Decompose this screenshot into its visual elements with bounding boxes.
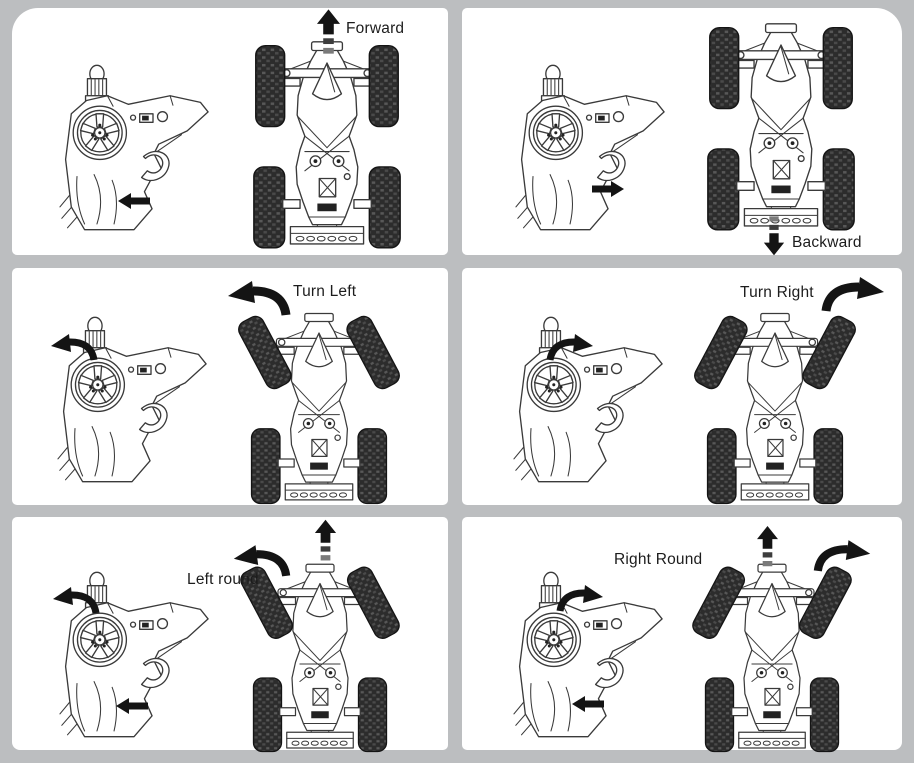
- direction-label: Forward: [346, 20, 405, 37]
- forward-arrow-icon: [756, 526, 779, 568]
- panel-forward: [12, 8, 448, 255]
- forward-arrow-icon: [314, 519, 337, 563]
- turn-left-curve-arrow-icon: [226, 280, 288, 316]
- steer-wheel-left-arrow-icon: [52, 587, 98, 615]
- steer-wheel-left-arrow-icon: [50, 334, 96, 362]
- car-top-view-illustration: [250, 557, 390, 750]
- front-right-wheel: [369, 46, 398, 127]
- panel-turn-right: [462, 268, 902, 505]
- panel-left-round: [12, 517, 448, 750]
- turn-right-curve-arrow-icon: [824, 276, 886, 312]
- direction-label: Backward: [792, 234, 862, 251]
- panel-right-round: [462, 517, 902, 750]
- car-top-view-illustration: [704, 16, 858, 228]
- trigger-pull-arrow-icon: [118, 193, 150, 209]
- panel-backward: [462, 8, 902, 255]
- steer-wheel-right-arrow-icon: [558, 585, 604, 613]
- car-top-view-illustration: [704, 306, 846, 502]
- direction-label: Left round: [187, 571, 259, 588]
- transmitter-illustration: [514, 64, 666, 232]
- front-left-wheel: [256, 46, 285, 127]
- steer-wheel-right-arrow-icon: [548, 334, 594, 362]
- panel-turn-left: [12, 268, 448, 505]
- turn-right-curve-arrow-icon: [816, 539, 872, 572]
- trigger-push-arrow-icon: [592, 181, 624, 197]
- front-right-wheel: [823, 28, 852, 109]
- car-top-view-illustration: [248, 306, 390, 502]
- trigger-pull-arrow-icon: [572, 696, 604, 712]
- trigger-pull-arrow-icon: [116, 698, 148, 714]
- direction-label: Turn Right: [740, 284, 814, 301]
- direction-label: Right Round: [614, 551, 703, 568]
- car-top-view-illustration: [250, 34, 404, 246]
- forward-arrow-icon: [316, 9, 341, 56]
- direction-label: Turn Left: [293, 283, 357, 300]
- car-top-view-illustration: [702, 557, 842, 750]
- backward-arrow-icon: [763, 214, 785, 256]
- front-left-wheel: [710, 28, 739, 109]
